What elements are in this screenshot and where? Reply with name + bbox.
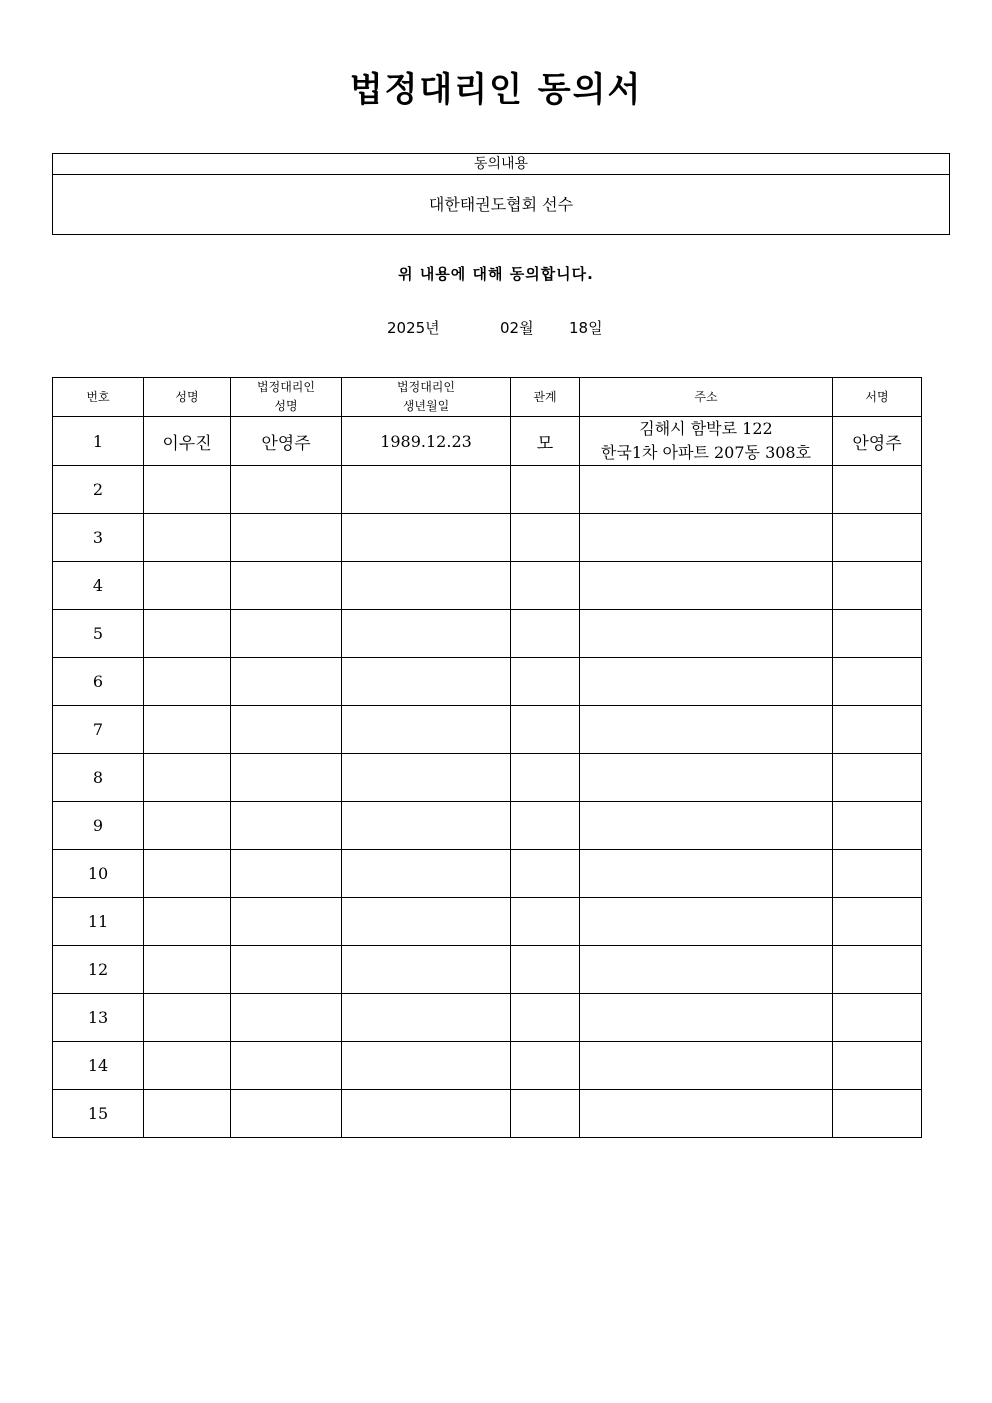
cell-relation (511, 1090, 580, 1138)
cell-no: 13 (53, 994, 144, 1042)
cell-relation (511, 898, 580, 946)
cell-birth (342, 994, 511, 1042)
cell-signature (833, 562, 922, 610)
cell-name (144, 946, 231, 994)
cell-no: 1 (53, 417, 144, 466)
cell-signature (833, 1090, 922, 1138)
cell-name (144, 562, 231, 610)
table-row (53, 417, 922, 466)
cell-relation (511, 466, 580, 514)
cell-signature (833, 802, 922, 850)
cell-no: 3 (53, 514, 144, 562)
cell-no: 7 (53, 706, 144, 754)
cell-signature (833, 850, 922, 898)
cell-birth (342, 850, 511, 898)
table-row (53, 946, 922, 994)
cell-birth (342, 466, 511, 514)
cell-birth (342, 802, 511, 850)
cell-name (144, 754, 231, 802)
cell-no: 15 (53, 1090, 144, 1138)
table-header-row (53, 378, 922, 417)
table-row (53, 706, 922, 754)
table-row (53, 1042, 922, 1090)
cell-relation (511, 514, 580, 562)
cell-name (144, 802, 231, 850)
table-row (53, 466, 922, 514)
cell-no: 8 (53, 754, 144, 802)
cell-no: 12 (53, 946, 144, 994)
cell-relation (511, 1042, 580, 1090)
header-no: 번호 (53, 378, 144, 417)
cell-guardian (231, 1042, 342, 1090)
table-row (53, 898, 922, 946)
cell-guardian (231, 994, 342, 1042)
consent-content-box (52, 153, 950, 235)
cell-name: 이우진 (144, 417, 231, 466)
header-guardian-name: 법정대리인 성명 (231, 378, 342, 417)
date-month: 02월 (500, 319, 534, 337)
cell-relation (511, 946, 580, 994)
cell-relation (511, 994, 580, 1042)
cell-address (580, 466, 833, 514)
cell-address (580, 706, 833, 754)
cell-birth (342, 706, 511, 754)
cell-address (580, 1042, 833, 1090)
cell-name (144, 1042, 231, 1090)
cell-name (144, 706, 231, 754)
cell-guardian (231, 706, 342, 754)
cell-guardian (231, 610, 342, 658)
cell-signature (833, 514, 922, 562)
cell-guardian (231, 466, 342, 514)
table-row (53, 514, 922, 562)
cell-address (580, 802, 833, 850)
cell-birth (342, 514, 511, 562)
cell-guardian (231, 898, 342, 946)
cell-signature (833, 466, 922, 514)
consent-header: 동의내용 (53, 154, 949, 175)
cell-birth (342, 610, 511, 658)
cell-signature (833, 658, 922, 706)
cell-guardian (231, 1090, 342, 1138)
cell-address (580, 514, 833, 562)
cell-no: 5 (53, 610, 144, 658)
date-year: 2025년 (387, 319, 440, 337)
cell-no: 4 (53, 562, 144, 610)
cell-no: 9 (53, 802, 144, 850)
cell-signature: 안영주 (833, 417, 922, 466)
cell-guardian: 안영주 (231, 417, 342, 466)
table-row (53, 610, 922, 658)
cell-name (144, 850, 231, 898)
cell-birth (342, 658, 511, 706)
header-address: 주소 (580, 378, 833, 417)
table-row (53, 850, 922, 898)
consent-body: 대한태권도협회 선수 (428, 195, 574, 214)
header-signature: 서명 (833, 378, 922, 417)
cell-relation (511, 562, 580, 610)
cell-no: 14 (53, 1042, 144, 1090)
cell-relation (511, 658, 580, 706)
cell-no: 6 (53, 658, 144, 706)
cell-address (580, 946, 833, 994)
cell-address (580, 562, 833, 610)
cell-guardian (231, 754, 342, 802)
guardian-table (52, 377, 922, 1138)
cell-birth (342, 562, 511, 610)
cell-address (580, 610, 833, 658)
cell-address (580, 754, 833, 802)
cell-name (144, 610, 231, 658)
cell-birth (342, 898, 511, 946)
cell-name (144, 898, 231, 946)
cell-address (580, 850, 833, 898)
table-row (53, 754, 922, 802)
cell-relation (511, 754, 580, 802)
cell-name (144, 514, 231, 562)
cell-signature (833, 1042, 922, 1090)
cell-birth: 1989.12.23 (342, 417, 511, 466)
cell-birth (342, 754, 511, 802)
cell-birth (342, 946, 511, 994)
cell-signature (833, 898, 922, 946)
agree-statement: 위 내용에 대해 동의합니다. (398, 265, 594, 283)
cell-address (580, 994, 833, 1042)
cell-address (580, 658, 833, 706)
table-row (53, 1090, 922, 1138)
cell-signature (833, 946, 922, 994)
header-guardian-birth: 법정대리인 생년월일 (342, 378, 511, 417)
cell-birth (342, 1042, 511, 1090)
cell-guardian (231, 946, 342, 994)
cell-guardian (231, 514, 342, 562)
cell-address: 김해시 함박로 122 한국1차 아파트 207동 308호 (580, 417, 833, 466)
cell-name (144, 994, 231, 1042)
cell-guardian (231, 562, 342, 610)
table-row (53, 994, 922, 1042)
cell-no: 11 (53, 898, 144, 946)
cell-guardian (231, 802, 342, 850)
page-title: 법정대리인 동의서 (349, 70, 643, 110)
table-row (53, 802, 922, 850)
cell-name (144, 658, 231, 706)
cell-birth (342, 1090, 511, 1138)
cell-address (580, 1090, 833, 1138)
cell-no: 2 (53, 466, 144, 514)
cell-name (144, 466, 231, 514)
date-day: 18일 (569, 319, 603, 337)
cell-relation: 모 (511, 417, 580, 466)
cell-relation (511, 706, 580, 754)
cell-no: 10 (53, 850, 144, 898)
cell-guardian (231, 658, 342, 706)
header-name: 성명 (144, 378, 231, 417)
header-relation: 관계 (511, 378, 580, 417)
cell-name (144, 1090, 231, 1138)
cell-address (580, 898, 833, 946)
cell-signature (833, 610, 922, 658)
cell-relation (511, 802, 580, 850)
cell-signature (833, 994, 922, 1042)
table-row (53, 562, 922, 610)
cell-signature (833, 754, 922, 802)
table-row (53, 658, 922, 706)
cell-relation (511, 610, 580, 658)
cell-relation (511, 850, 580, 898)
cell-signature (833, 706, 922, 754)
cell-guardian (231, 850, 342, 898)
